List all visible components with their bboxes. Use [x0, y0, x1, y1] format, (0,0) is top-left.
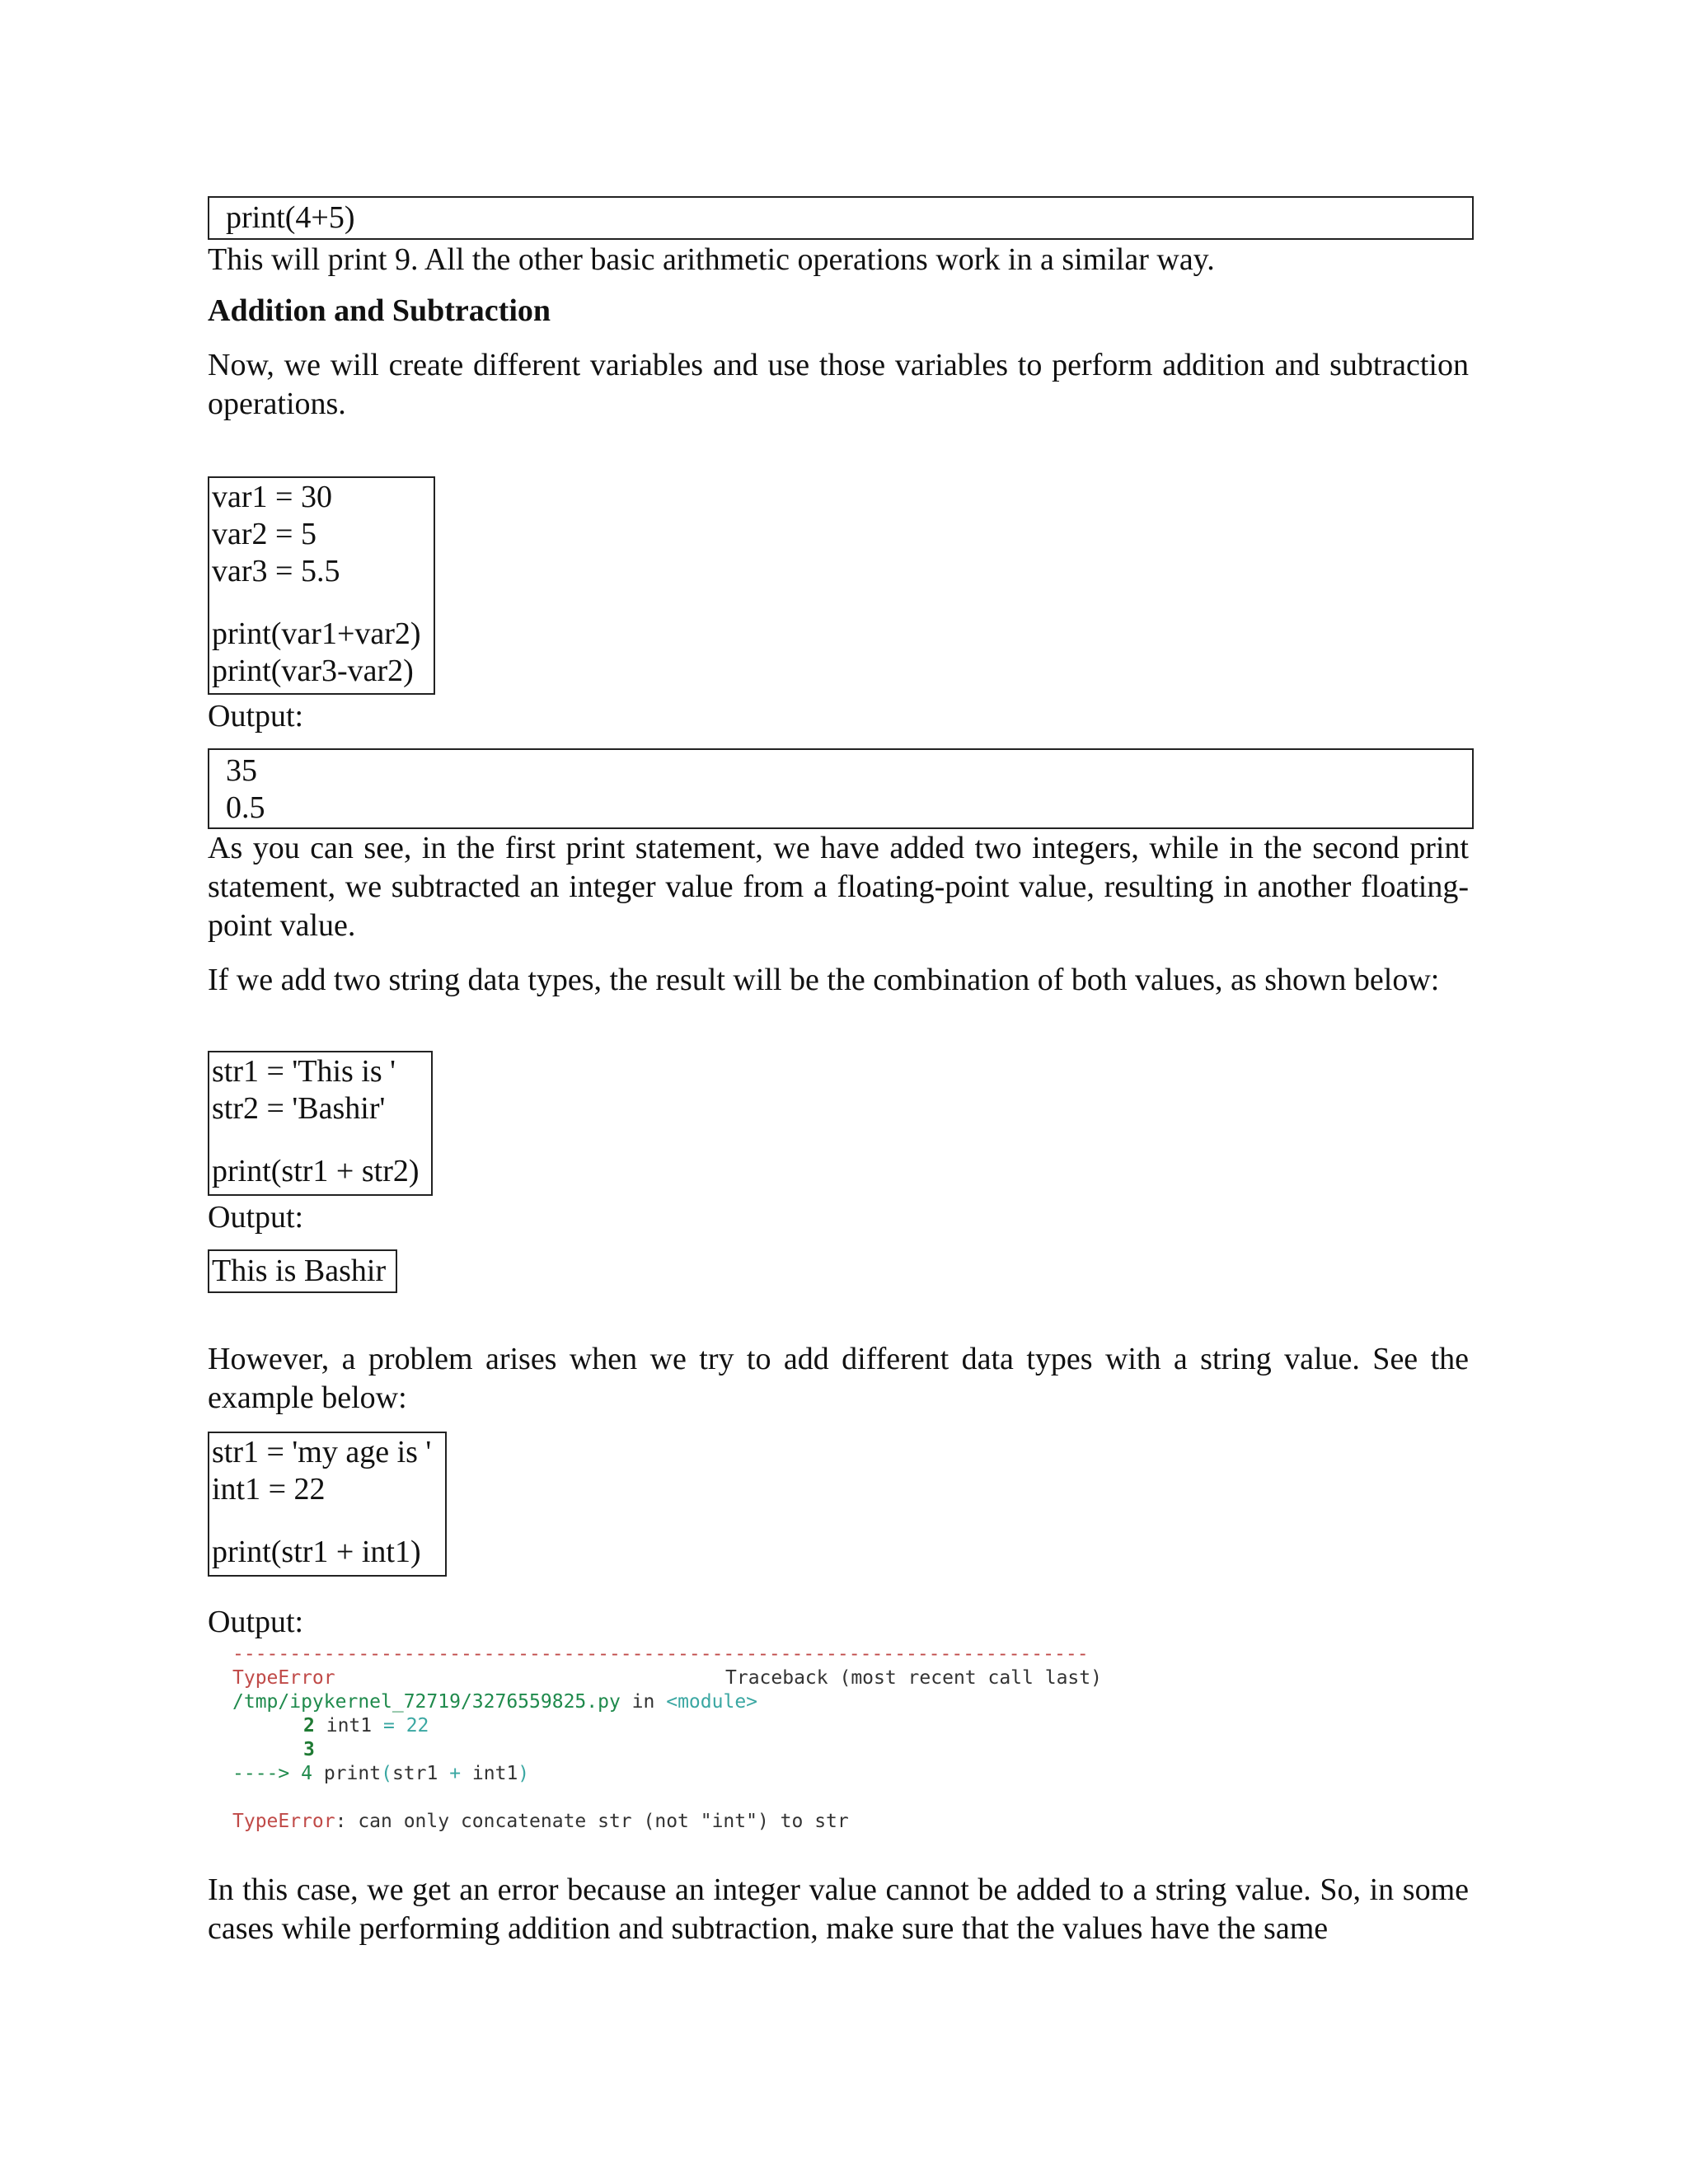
section-heading: Addition and Subtraction — [208, 293, 551, 328]
code-line: str1 = 'This is ' — [212, 1054, 396, 1089]
paragraph-print-result: This will print 9. All the other basic arithmetic operations work in a similar way. — [208, 242, 1215, 277]
code-line: var1 = 30 — [212, 480, 332, 514]
code-line: print(var3-var2) — [212, 654, 414, 688]
paragraph-problem: However, a problem arises when we try to add different data types with a string value. See the example below: — [208, 1342, 1469, 1415]
code-line: print(str1 + str2) — [212, 1154, 420, 1188]
paragraph-string-add: If we add two string data types, the result will be the combination of both values, as shown below: — [208, 963, 1440, 997]
code-line: int1 = 22 — [212, 1472, 326, 1507]
traceback-error-name: TypeError — [232, 1667, 335, 1689]
traceback-line-3: 3 — [303, 1739, 315, 1760]
output-label: Output: — [208, 1605, 304, 1639]
output-label: Output: — [208, 699, 304, 733]
code-line: var3 = 5.5 — [212, 554, 340, 588]
output-line: 35 — [226, 753, 257, 788]
output-label: Output: — [208, 1200, 304, 1235]
code-line: print(4+5) — [226, 200, 355, 235]
paragraph-explanation: As you can see, in the first print statement, we have added two integers, while in the second print statement, we subtracted an integer value from a floating-point value, resulting in another floating-point value. — [208, 831, 1469, 943]
traceback-arrow: ----> — [232, 1763, 290, 1784]
code-block-print — [208, 196, 1474, 240]
output-block-strings — [208, 1249, 397, 1293]
code-line: var2 = 5 — [212, 517, 316, 551]
code-line: print(str1 + int1) — [212, 1535, 421, 1569]
traceback-file-path: /tmp/ipykernel_72719/3276559825.py — [232, 1691, 621, 1713]
paragraph-error-explanation: In this case, we get an error because an integer value cannot be added to a string value. So, in some cases while performing addition and subtraction, make sure that the values have the same — [208, 1872, 1469, 1946]
code-line: str2 = 'Bashir' — [212, 1091, 386, 1126]
paragraph-intro-variables: Now, we will create different variables and use those variables to perform addition and subtraction operations. — [208, 348, 1469, 421]
code-line: print(var1+var2) — [212, 616, 421, 651]
code-block-variables — [208, 476, 435, 695]
traceback-in: in — [631, 1691, 655, 1713]
output-block-arithmetic — [208, 748, 1474, 829]
traceback-header: Traceback (most recent call last) — [725, 1667, 1102, 1689]
traceback-line-2: 2 int1 = 22 — [303, 1715, 429, 1736]
traceback-module: <module> — [666, 1691, 758, 1713]
traceback-error-message: TypeError: can only concatenate str (not "int") to str — [232, 1811, 849, 1832]
code-block-mixed-types — [208, 1432, 447, 1577]
traceback-dashes: --------------------------------------------------------------------------- — [232, 1643, 1089, 1665]
traceback-line-4: ----> 4 print(str1 + int1) — [232, 1763, 530, 1784]
code-block-strings — [208, 1051, 433, 1196]
output-line: 0.5 — [226, 790, 265, 825]
code-line: str1 = 'my age is ' — [212, 1435, 432, 1469]
output-line: This is Bashir — [212, 1254, 387, 1288]
traceback-file-line — [232, 1690, 757, 1714]
